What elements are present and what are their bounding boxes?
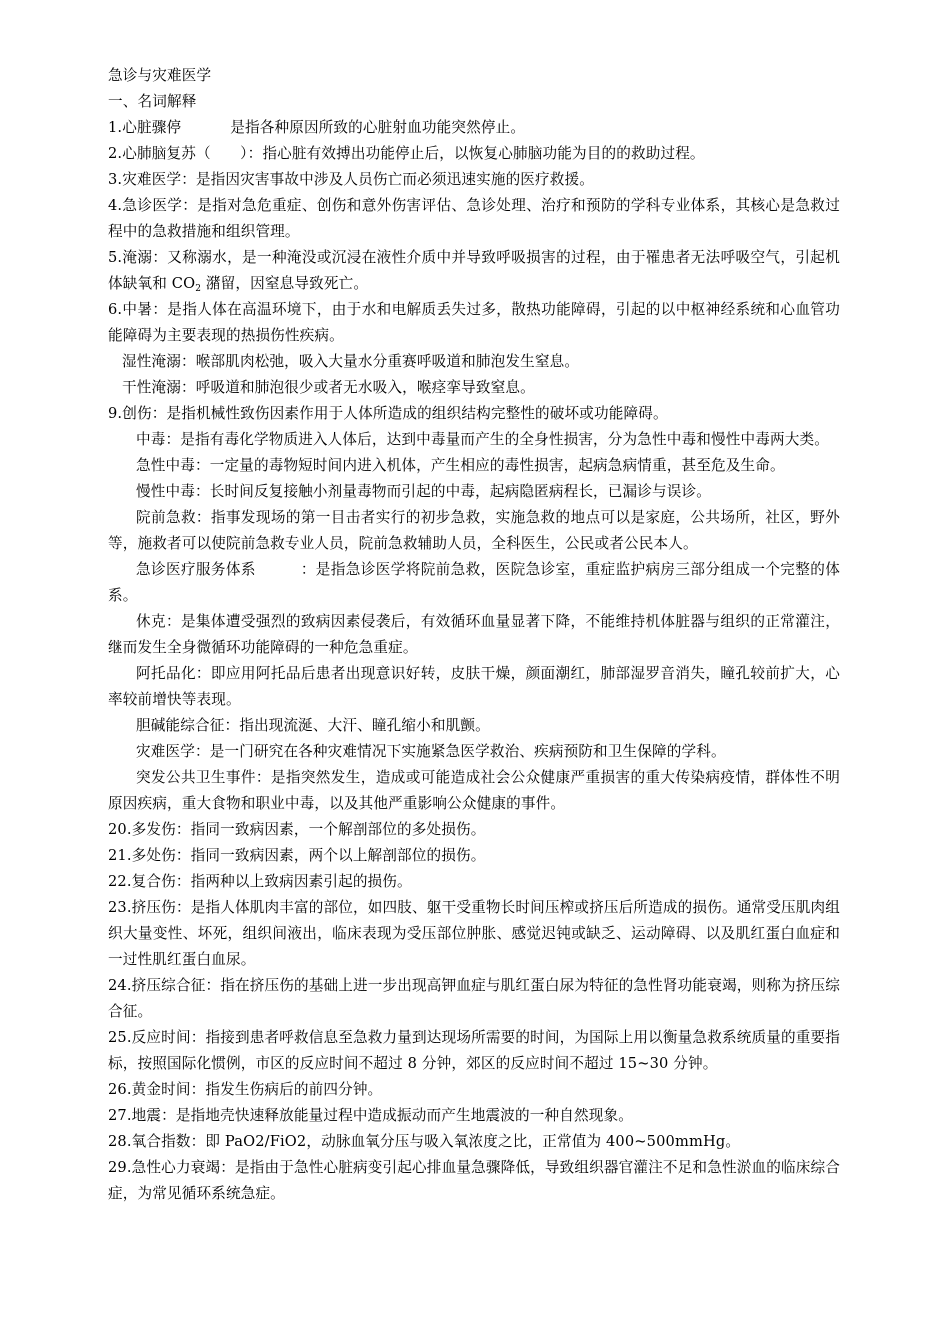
document-title: 急诊与灾难医学 (108, 67, 212, 84)
term-entry-21: 21.多处伤：指同一致病因素，两个以上解剖部位的损伤。 (108, 847, 486, 864)
term-entry-24: 24.挤压综合征：指在挤压伤的基础上进一步出现高钾血症与肌红蛋白尿为特征的急性肾功能衰竭，则称为挤压综合征。 (108, 977, 840, 1020)
term-entry-7: 湿性淹溺：喉部肌肉松弛，吸入大量水分重赛呼吸道和肺泡发生窒息。 (122, 353, 580, 370)
term-entry-3: 3.灾难医学：是指因灾害事故中涉及人员伤亡而必须迅速实施的医疗救援。 (108, 171, 595, 188)
term-entry-6: 6.中暑：是指人体在高温环境下，由于水和电解质丢失过多，散热功能障碍，引起的以中枢神经系统和心血管功能障碍为主要表现的热损伤性疾病。 (108, 301, 840, 344)
term-entry-29: 29.急性心力衰竭：是指由于急性心脏病变引起心排血量急骤降低，导致组织器官灌注不足和急性淤血的临床综合症，为常见循环系统急症。 (108, 1159, 840, 1202)
term-entry-5-text-b: 潴留，因窒息导致死亡。 (201, 275, 369, 292)
term-entry-20: 20.多发伤：指同一致病因素，一个解剖部位的多处损伤。 (108, 821, 486, 838)
term-entry-15: 休克：是集体遭受强烈的致病因素侵袭后，有效循环血量显著下降，不能维持机体脏器与组织的正常灌注，继而发生全身微循环功能障碍的一种危急重症。 (108, 613, 840, 656)
term-entry-4: 4.急诊医学：是指对急危重症、创伤和意外伤害评估、急诊处理、治疗和预防的学科专业体系，其核心是急救过程中的急救措施和组织管理。 (108, 197, 840, 240)
term-entry-5-text-a: 5.淹溺：又称溺水，是一种淹没或沉浸在液性介质中并导致呼吸损害的过程，由于罹患者无法呼吸空气，引起机体缺氧和 CO (108, 249, 840, 292)
term-entry-10: 中毒：是指有毒化学物质进入人体后，达到中毒量而产生的全身性损害，分为急性中毒和慢性中毒两大类。 (136, 431, 829, 448)
term-entry-2: 2.心肺脑复苏（ ）：指心脏有效搏出功能停止后，以恢复心肺脑功能为目的的救助过程。 (108, 145, 705, 162)
term-entry-16: 阿托品化：即应用阿托品后患者出现意识好转，皮肤干燥，颜面潮红，肺部湿罗音消失，瞳孔较前扩大，心率较前增快等表现。 (108, 665, 840, 708)
term-entry-23: 23.挤压伤：是指人体肌肉丰富的部位，如四肢、躯干受重物长时间压榨或挤压后所造成的损伤。通常受压肌肉组织大量变性、坏死，组织间液出，临床表现为受压部位肿胀、感觉迟钝或缺乏、运动障碍、以及肌红蛋白血症和一过性肌红蛋白血尿。 (108, 899, 840, 968)
term-entry-26: 26.黄金时间：指发生伤病后的前四分钟。 (108, 1081, 383, 1098)
term-entry-17: 胆碱能综合征：指出现流涎、大汗、瞳孔缩小和肌颤。 (136, 717, 490, 734)
term-entry-18: 灾难医学：是一门研究在各种灾难情况下实施紧急医学救治、疾病预防和卫生保障的学科。 (136, 743, 726, 760)
term-entry-27: 27.地震：是指地壳快速释放能量过程中造成振动而产生地震波的一种自然现象。 (108, 1107, 633, 1124)
term-entry-28: 28.氧合指数：即 PaO2/FiO2，动脉血氧分压与吸入氧浓度之比，正常值为 400~500mmHg。 (108, 1133, 741, 1150)
term-entry-1: 1.心脏骤停 是指各种原因所致的心脏射血功能突然停止。 (108, 119, 526, 136)
term-entry-25: 25.反应时间：指接到患者呼救信息至急救力量到达现场所需要的时间，为国际上用以衡量急救系统质量的重要指标，按照国际化惯例，市区的反应时间不超过 8 分钟，郊区的反应时间不超过 15~30 分钟。 (108, 1029, 840, 1072)
term-entry-12: 慢性中毒：长时间反复接触小剂量毒物而引起的中毒，起病隐匿病程长，已漏诊与误诊。 (136, 483, 712, 500)
term-entry-22: 22.复合伤：指两种以上致病因素引起的损伤。 (108, 873, 412, 890)
term-entry-8: 干性淹溺：呼吸道和肺泡很少或者无水吸入，喉痉挛导致窒息。 (122, 379, 535, 396)
document-page (108, 63, 840, 1207)
term-entry-9: 9.创伤：是指机械性致伤因素作用于人体所造成的组织结构完整性的破坏或功能障碍。 (108, 405, 668, 422)
term-entry-19: 突发公共卫生事件：是指突然发生，造成或可能造成社会公众健康严重损害的重大传染病疫情，群体性不明原因疾病，重大食物和职业中毒，以及其他严重影响公众健康的事件。 (108, 769, 840, 812)
term-entry-13: 院前急救：指事发现场的第一目击者实行的初步急救，实施急救的地点可以是家庭，公共场所，社区，野外等，施救者可以使院前急救专业人员，院前急救辅助人员，全科医生，公民或者公民本人。 (108, 509, 840, 552)
term-entry-11: 急性中毒：一定量的毒物短时间内进入机体，产生相应的毒性损害，起病急病情重，甚至危及生命。 (136, 457, 785, 474)
term-entry-5 (108, 245, 840, 297)
section-heading: 一、名词解释 (108, 93, 197, 110)
co2-subscript: 2 (195, 284, 202, 294)
term-entry-14: 急诊医疗服务体系 ：是指急诊医学将院前急救，医院急诊室，重症监护病房三部分组成一个完整的体系。 (108, 561, 840, 604)
